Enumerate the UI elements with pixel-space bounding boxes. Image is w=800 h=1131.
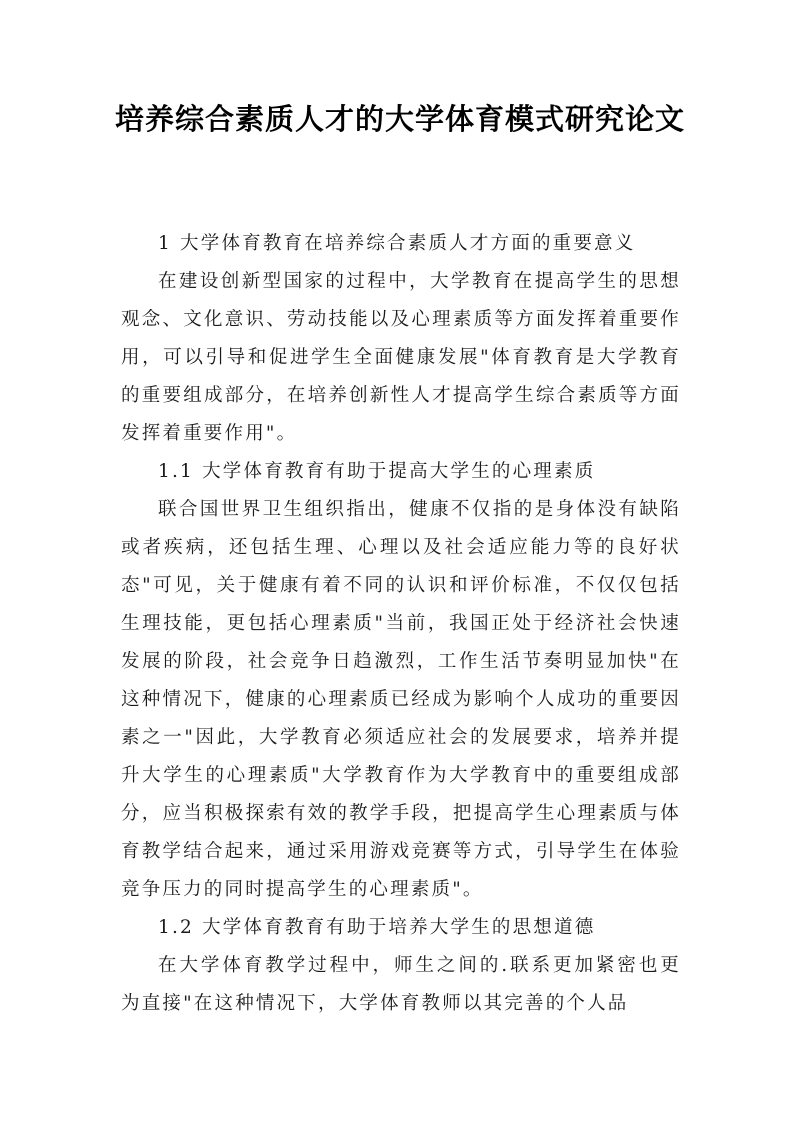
paragraph-2: 联合国世界卫生组织指出，健康不仅指的是身体没有缺陷或者疾病，还包括生理、心理以及社会适应能力等的良好状态"可见，关于健康有着不同的认识和评价标准，不仅仅包括生理技能，更包括心理素质"当前，我国正处于经济社会快速发展的阶段，社会竞争日趋激烈，工作生活节奏明显加快"在这种情况下，健康的心理素质已经成为影响个人成功的重要因素之一"因此，大学教育必须适应社会的发展要求，培养并提升大学生的心理素质"大学教育作为大学教育中的重要组成部分，应当积极探索有效的教学手段，把提高学生心理素质与体育教学结合起来，通过采用游戏竞赛等方式，引导学生在体验竞争压力的同时提高学生的心理素质"。 [121,499,681,900]
section-heading-1-2: 1.2 大学体育教育有助于培养大学生的思想道德 [158,917,596,938]
document-body [121,225,681,1023]
section-heading-1: 1 大学体育教育在培养综合素质人才方面的重要意义 [158,233,636,254]
paragraph-1: 在建设创新型国家的过程中，大学教育在提高学生的思想观念、文化意识、劳动技能以及心理素质等方面发挥着重要作用，可以引导和促进学生全面健康发展"体育教育是大学教育的重要组成部分，在培养创新性人才提高学生综合素质等方面发挥着重要作用"。 [121,271,681,444]
paragraph-3: 在大学体育教学过程中，师生之间的.联系更加紧密也更为直接"在这种情况下，大学体育教师以其完善的个人品 [121,955,681,1014]
document-title: 培养综合素质人才的大学体育模式研究论文 [114,102,685,136]
section-heading-1-1: 1.1 大学体育教育有助于提高大学生的心理素质 [158,461,596,482]
